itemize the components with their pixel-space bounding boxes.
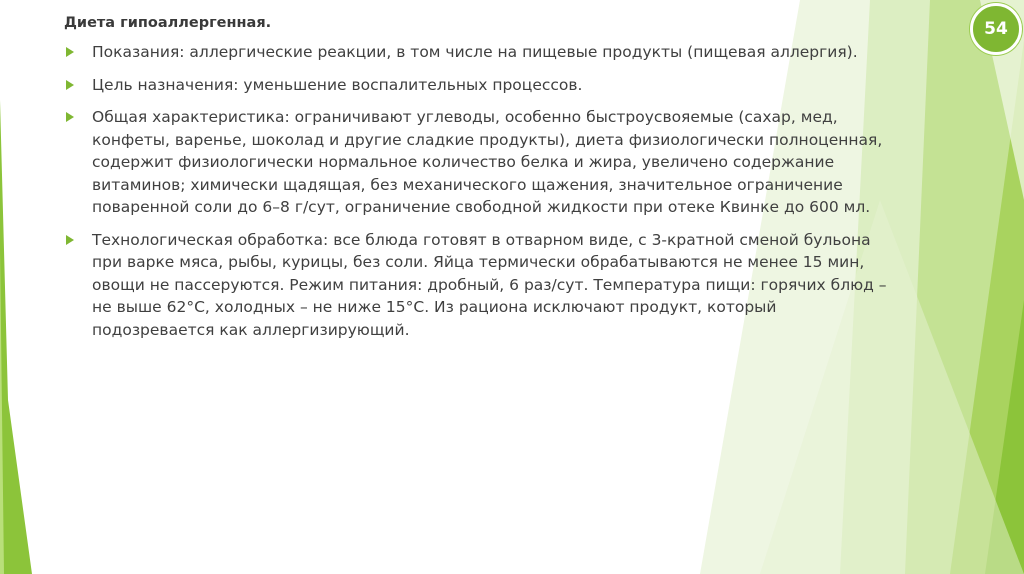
page-number: 54 [984, 19, 1008, 39]
bullet-item [64, 106, 894, 219]
bullet-list [64, 41, 894, 341]
bullet-text: Технологическая обработка: все блюда готовят в отварном виде, с 3-кратной сменой бульона при варке мяса, рыбы, курицы, без соли. Яйца термически обрабатываются не менее 15 мин, овощи не пассеруются. Режим питания: дробный, 6 раз/сут. Температура пищи: горячих блюд – не выше 62°С, холодных – не ниже 15°С. Из рациона исключают продукт, который подозревается как аллергизирующий. [92, 230, 887, 339]
bullet-text: Цель назначения: уменьшение воспалительных процессов. [92, 75, 583, 94]
triangle-bullet-icon [66, 112, 74, 122]
triangle-bullet-icon [66, 235, 74, 245]
triangle-bullet-icon [66, 47, 74, 57]
bullet-item [64, 229, 894, 342]
slide-content [64, 12, 894, 351]
bullet-text: Показания: аллергические реакции, в том числе на пищевые продукты (пищевая аллергия). [92, 43, 858, 61]
page-number-badge [970, 3, 1022, 55]
slide-title: Диета гипоаллергенная. [64, 15, 272, 31]
bullet-item [64, 41, 894, 64]
triangle-bullet-icon [66, 80, 74, 90]
left-accent-strip [0, 100, 32, 574]
bullet-text: Общая характеристика: ограничивают углеводы, особенно быстроусвояемые (сахар, мед, конфеты, варенье, шоколад и другие сладкие продукты), диета физиологически полноценная, содержит физиологически нормальное количество белка и жира, увеличено содержание витаминов; химически щадящая, без механического щажения, значительное ограничение поваренной соли до 6–8 г/сут, ограничение свободной жидкости при отеке Квинке до 600 мл. [92, 108, 883, 216]
bullet-item [64, 74, 894, 97]
